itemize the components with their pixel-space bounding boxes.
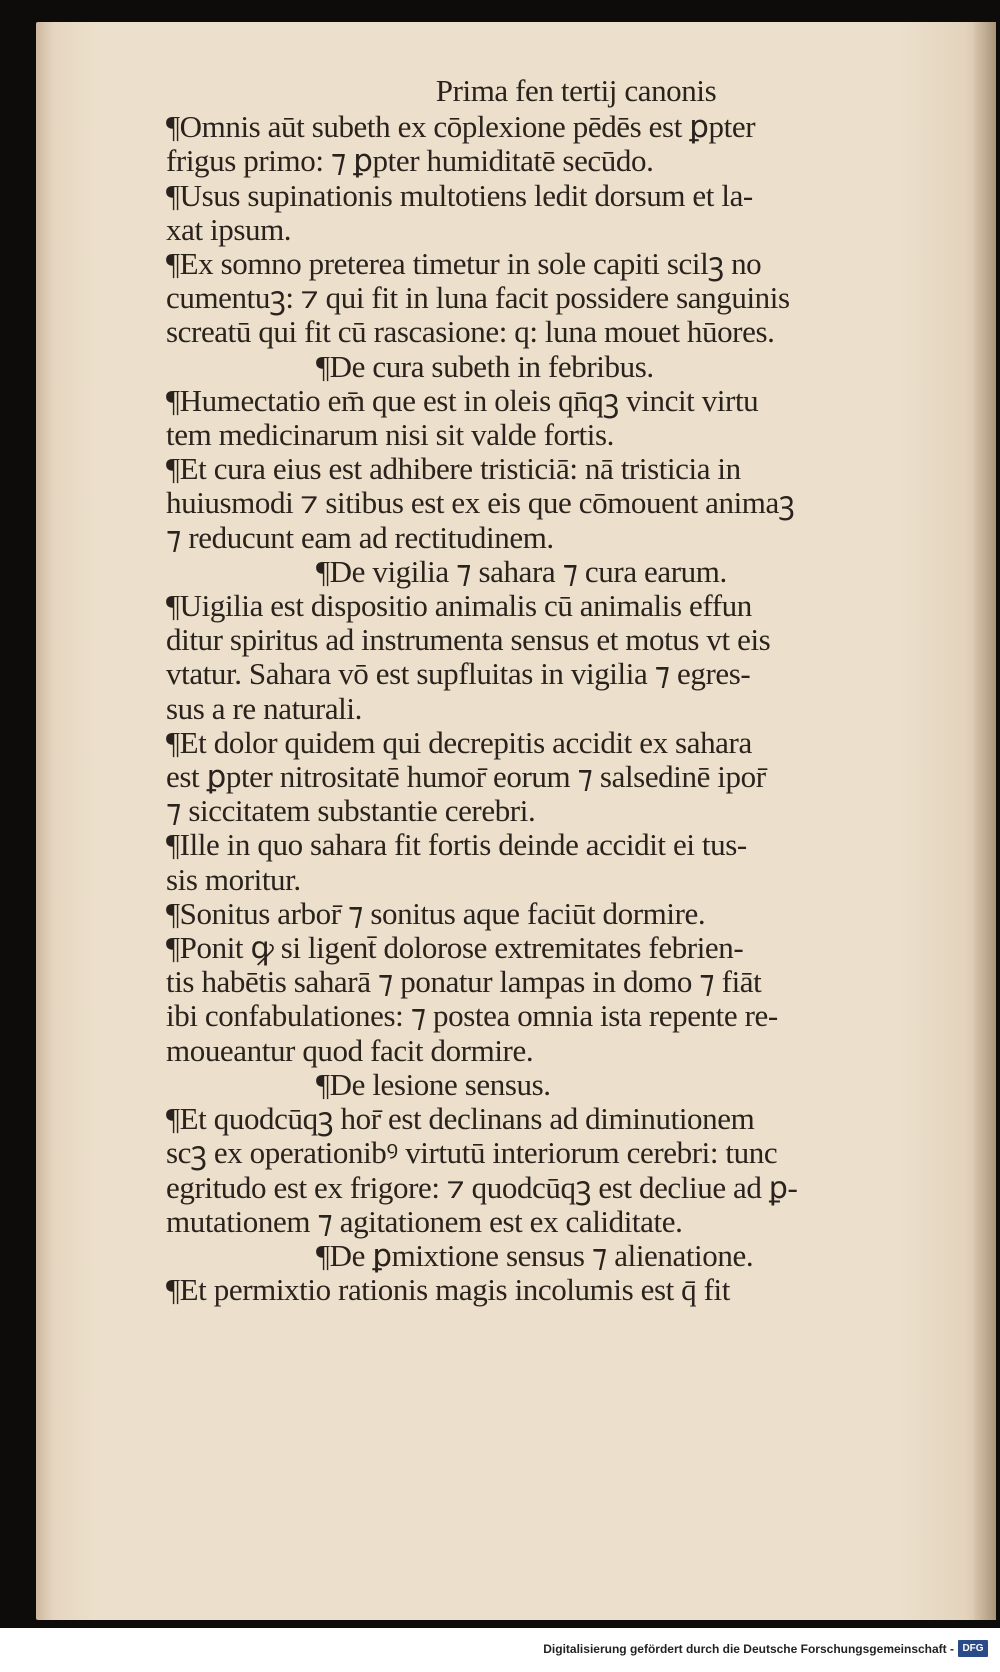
text-line: ibi confabulationes: ⁊ postea omnia ista repente re- — [166, 998, 778, 1034]
text-line: ¶Usus supinationis multotiens ledit dorsum et la- — [166, 177, 753, 213]
paragraph-list — [166, 110, 966, 1307]
text-line: sis moritur. — [166, 861, 301, 897]
paragraph — [166, 247, 966, 350]
text-line: ¶Ponit ꝙ si ligent̄ dolorose extremitates febrien- — [166, 930, 744, 966]
paragraph — [166, 179, 966, 247]
text-line: ⁊ siccitatem substantie cerebri. — [166, 793, 536, 829]
text-block — [166, 74, 966, 1307]
text-line: ¶De ꝑmixtione sensus ⁊ alienatione. — [316, 1237, 754, 1273]
running-head: Prima fen tertij canonis — [435, 73, 717, 108]
text-line: ¶Et dolor quidem qui decrepitis accidit ex sahara — [166, 724, 752, 760]
book-page — [36, 22, 996, 1620]
paragraph — [166, 828, 966, 896]
text-line: scꝫ ex operationibꝰ virtutū interiorum cerebri: tunc — [166, 1135, 778, 1171]
paragraph — [166, 589, 966, 726]
text-line: cumentuꝫ: ⁊ qui fit in luna facit possidere sanguinis — [166, 280, 790, 316]
paragraph — [166, 1273, 966, 1307]
dfg-logo: DFG — [958, 1640, 988, 1657]
text-line: ¶Et quodcūqꝫ hor̄ est declinans ad diminutionem — [166, 1101, 755, 1137]
text-line: ¶De cura subeth in febribus. — [316, 348, 654, 384]
paragraph — [166, 726, 966, 829]
text-line: ¶Et cura eius est adhibere tristiciā: nā tristicia in — [166, 451, 741, 487]
paragraph — [166, 931, 966, 1068]
text-line: ditur spiritus ad instrumenta sensus et motus vt eis — [166, 622, 771, 658]
section-heading — [166, 1068, 966, 1102]
section-heading — [166, 555, 966, 589]
text-line: huiusmodi ⁊ sitibus est ex eis que cōmouent animaꝫ — [166, 485, 795, 521]
paragraph — [166, 110, 966, 178]
text-line: mutationem ⁊ agitationem est ex caliditate. — [166, 1203, 683, 1239]
text-line: est ꝑpter nitrositatē humor̄ eorum ⁊ salsedinē ipor̄ — [166, 759, 766, 795]
text-line: ¶De lesione sensus. — [316, 1066, 551, 1102]
text-line: frigus primo: ⁊ ꝑpter humiditatē secūdo. — [166, 143, 654, 179]
section-heading — [166, 1239, 966, 1273]
text-line: tem medicinarum nisi sit valde fortis. — [166, 417, 614, 453]
text-line: tis habētis saharā ⁊ ponatur lampas in domo ⁊ fiāt — [166, 964, 762, 1000]
text-line: ¶Ille in quo sahara fit fortis deinde accidit ei tus- — [166, 827, 747, 863]
funding-credit: Digitalisierung gefördert durch die Deutsche Forschungsgemeinschaft - — [543, 1642, 954, 1656]
paragraph — [166, 897, 966, 931]
text-line: vtatur. Sahara vō est supfluitas in vigilia ⁊ egres- — [166, 656, 751, 692]
text-line: ¶Uigilia est dispositio animalis cū animalis effun — [166, 588, 752, 624]
page-edge — [974, 22, 996, 1620]
paragraph — [166, 1102, 966, 1239]
paragraph — [166, 384, 966, 452]
text-line: screatū qui fit cū rascasione: q: luna mouet hūores. — [166, 314, 775, 350]
text-line: sus a re naturali. — [166, 690, 362, 726]
section-heading — [166, 350, 966, 384]
text-line: ¶Sonitus arbor̄ ⁊ sonitus aque faciūt dormire. — [166, 895, 706, 931]
text-line: ¶Ex somno preterea timetur in sole capiti scilꝫ no — [166, 246, 762, 282]
text-line: egritudo est ex frigore: ⁊ quodcūqꝫ est decliue ad ꝑ- — [166, 1169, 798, 1205]
text-line: ¶Et permixtio rationis magis incolumis est q̄ fit — [166, 1272, 730, 1308]
text-line: ¶Omnis aūt subeth ex cōplexione pēdēs est ꝑpter — [166, 109, 756, 145]
paragraph — [166, 452, 966, 555]
text-line: ¶Humectatio em̄ que est in oleis qn̄qꝫ vincit virtu — [166, 382, 759, 418]
text-line: xat ipsum. — [166, 211, 292, 247]
text-line: moueantur quod facit dormire. — [166, 1032, 534, 1068]
text-line: ¶De vigilia ⁊ sahara ⁊ cura earum. — [316, 553, 727, 589]
footer-bar — [0, 1628, 1000, 1672]
text-line: ⁊ reducunt eam ad rectitudinem. — [166, 519, 554, 555]
